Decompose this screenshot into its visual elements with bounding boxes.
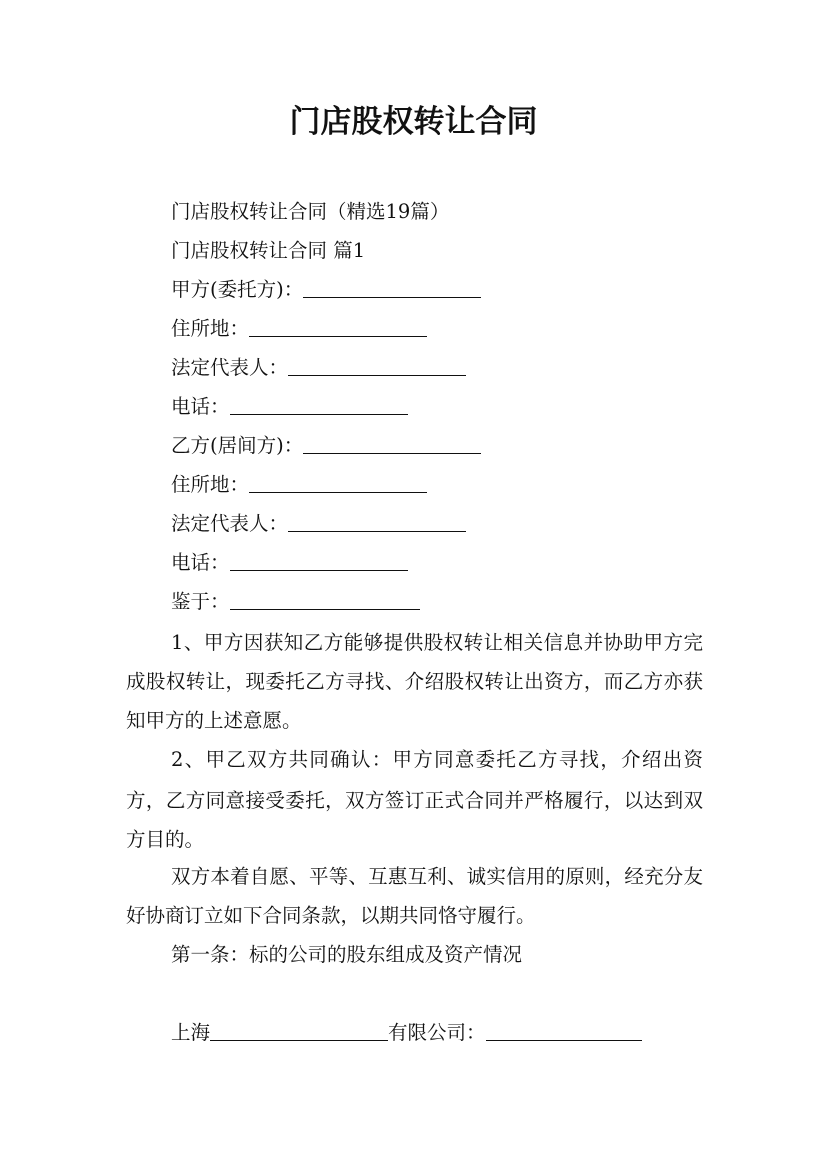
blank-line [249,318,427,337]
field-label: 法定代表人： [171,512,289,535]
blank-line [230,396,408,415]
paragraph-text: 标的公司的股东组成及资产情况 [249,943,523,966]
blank-line [303,279,481,298]
clause-paragraph-1: 1、甲方因获知乙方能够提供股权转让相关信息并协助甲方完成股权转让，现委托乙方寻找、介绍股权转让出资方，而乙方亦获知甲方的上述意愿。 [126,631,703,732]
clause-paragraph-2 [126,740,703,859]
blank-line [230,552,408,571]
field-party-a-phone [171,394,408,420]
company-line [171,1020,642,1046]
blank-line [486,1022,642,1041]
field-party-a-address [171,316,427,342]
field-label: 住所地： [171,317,250,340]
blank-line [288,357,466,376]
article-1 [126,935,703,976]
field-whereas [171,589,420,615]
field-party-b-address [171,472,427,498]
section-heading: 门店股权转让合同 篇1 [171,239,366,262]
blank-line [249,474,427,493]
document-subtitle: 门店股权转让合同（精选19篇） [171,200,450,223]
field-label: 乙方(居间方)： [171,434,304,457]
paragraph-text: 第一条： [171,943,250,966]
paragraph-text: 2、甲乙双方共同确认： [171,748,393,771]
blank-line [230,591,420,610]
field-label: 电话： [171,395,230,418]
field-party-b-representative [171,511,466,537]
field-party-a [171,277,481,303]
paragraph-text: 甲方同意委托乙方寻找，介绍出资方，乙方同意接受委托，双方签订正式合同并严格履行，以达到双方目的。 [126,748,703,851]
clause-paragraph-3: 双方本着自愿、平等、互惠互利、诚实信用的原则，经充分友好协商订立如下合同条款，以期共同恪守履行。 [126,865,703,927]
field-party-b-phone [171,550,408,576]
field-label: 有限公司： [388,1021,486,1044]
blank-line [288,513,466,532]
field-party-b [171,433,481,459]
field-label: 电话： [171,551,230,574]
field-label: 上海 [171,1021,211,1044]
field-label: 法定代表人： [171,356,289,379]
field-label: 甲方(委托方)： [171,278,304,301]
field-label: 住所地： [171,473,250,496]
field-label: 鉴于： [171,590,230,613]
blank-line [210,1022,388,1041]
blank-line [303,435,481,454]
document-title: 门店股权转让合同 [289,104,538,140]
field-party-a-representative [171,355,466,381]
